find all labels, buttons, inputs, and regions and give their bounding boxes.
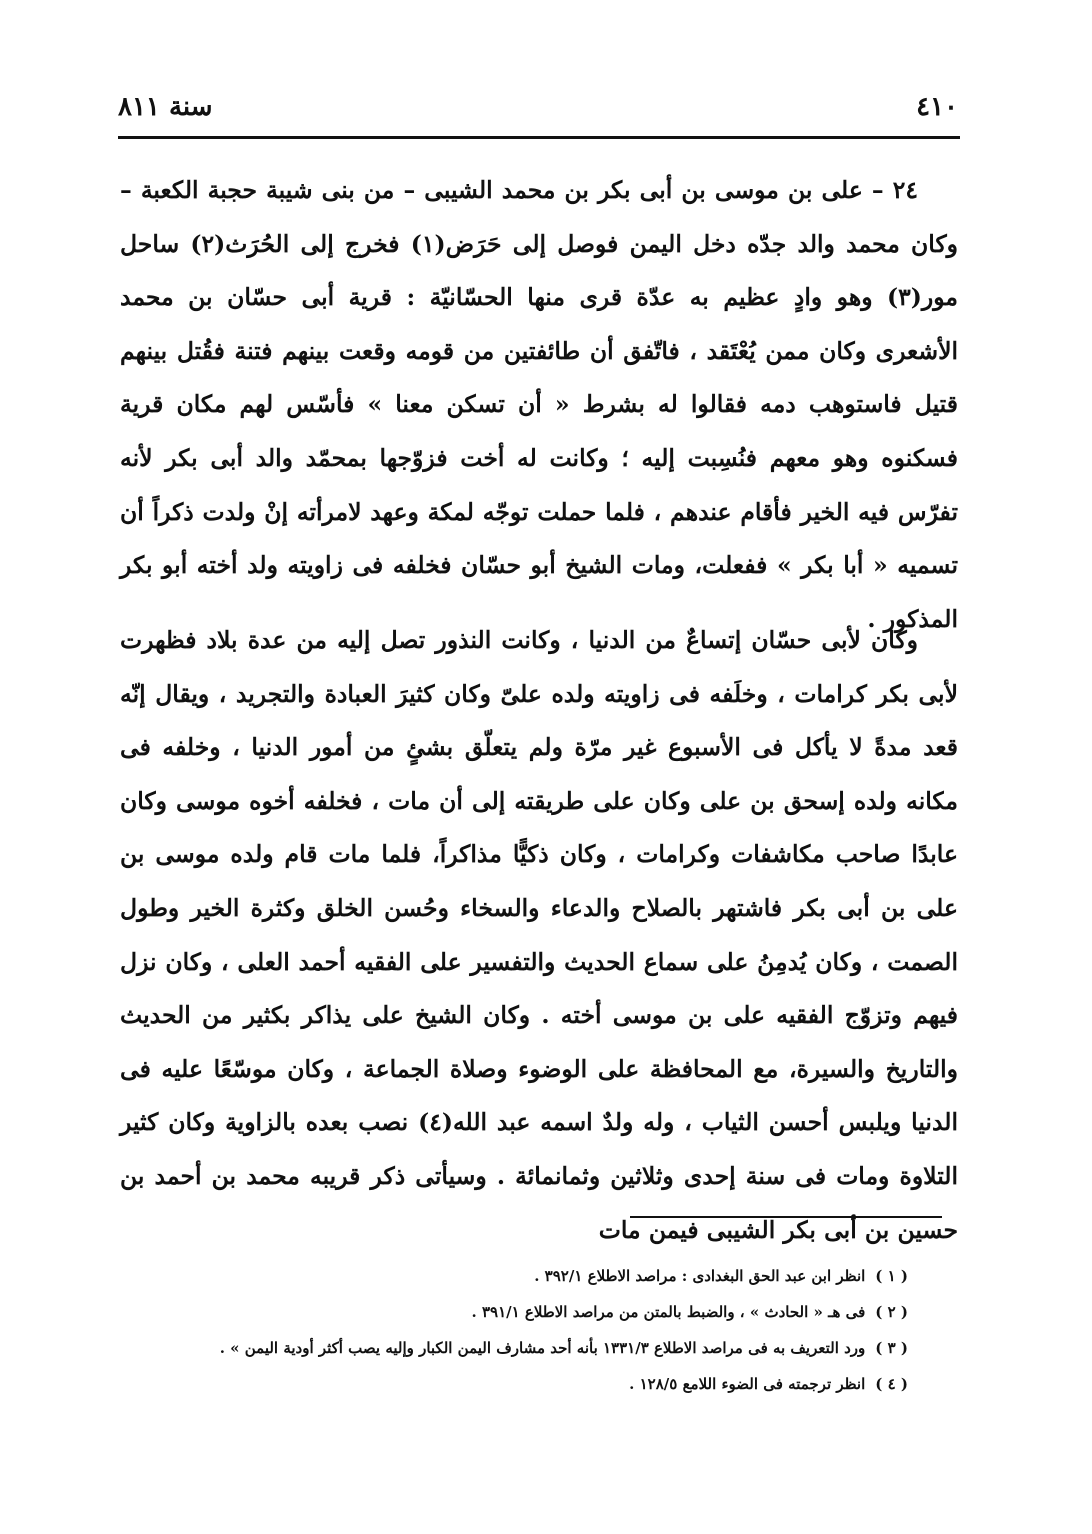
footnote-text: ورد التعريف به فى مراصد الاطلاع ١٣٣١/٣ بأنه أحد مشارف اليمن الكبار وإليه يصب أكثر أودية اليمن » . xyxy=(219,1339,866,1357)
running-head-year: سنة ٨١١ xyxy=(118,92,213,122)
footnote-separator xyxy=(630,1216,942,1218)
header-rule xyxy=(118,136,960,139)
footnote-text: فى هـ « الحادث » ، والضبط بالمتن من مراصد الاطلاع ٣٩١/١ . xyxy=(471,1303,866,1321)
page-number: ٤١٠ xyxy=(916,92,958,122)
footnote-text: انظر ابن عبد الحق البغدادى : مراصد الاطلاع ٣٩٢/١ . xyxy=(534,1267,866,1285)
footnote-text: انظر ترجمته فى الضوء اللامع ١٢٨/٥ . xyxy=(629,1375,866,1393)
paragraph-text: وكان لأبى حسّان إتساعٌ من الدنيا ، وكانت النذور تصل إليه من عدة بلاد فظهرت لأبى بكر كرامات ، وخلَفه فى زاويته ولده علىّ وكان كثيرَ العبادة والتجريد ، ويقال إنّه قعد مدةً لا يأكل فى الأسبوع غير مرّة ولم يتعلّق بشئٍ من أمور الدنيا ، وخلفه فى مكانه ولده إسحق بن على وكان على طريقته إلى أن مات ، فخلفه أخوه موسى وكان عابدًا صاحب مكاشفات وكرامات ، وكان ذكيًّا مذاكراً، فلما مات قام ولده موسى بن على بن أبى بكر فاشتهر بالصلاح والدعاء والسخاء وحُسن الخلق وكثرة الخير وطول الصمت ، وكان يُدمِنُ على سماع الحديث والتفسير على الفقيه أحمد العلى ، وكان نزل فيهم وتزوّج الفقيه على بن موسى أخته . وكان الشيخ على يذاكر بكثير من الحديث والتاريخ والسيرة، مع المحافظة على الوضوء وصلاة الجماعة ، وكان موسّعًا عليه فى الدنيا ويلبس أحسن الثياب ، وله ولدٌ اسمه عبد الله(٤) نصب بعده بالزاوية وكان كثير التلاوة ومات فى سنة إحدى وثلاثين وثمانمائة . وسيأتى ذكر قريبه محمد بن أحمد بن حسين بن أبى بكر الشيبى فيمن مات xyxy=(120,626,959,1244)
footnote-2 xyxy=(120,1294,908,1330)
footnote-number: ( ١ ) xyxy=(875,1267,908,1285)
paragraph-text: ٢٤ – على بن موسى بن أبى بكر بن محمد الشيبى – من بنى شيبة حجبة الكعبة – وكان محمد والد جدّه دخل اليمن فوصل إلى حَرَض(١) فخرج إلى الحُرَث(٢) ساحل مور(٣) وهو وادٍ عظيم به عدّة قرى منها الحسّانيّة : قرية أبى حسّان بن محمد الأشعرى وكان ممن يُعْتَقد ، فاتّفق أن طائفتين من قومه وقعت بينهم فتنة فقُتل بينهم قتيل فاستوهب دمه فقالوا له بشرط « أن تسكن معنا » فأسّس لهم مكان قرية فسكنوه وهو معهم فنُسِبت إليه ؛ وكانت له أخت فزوّجها بمحمّد والد أبى بكر لأنه تفرّس فيه الخير فأقام عندهم ، فلما حملت توجّه لمكة وعهد لامرأته إنْ ولدت ذكراً أن تسميه « أبا بكر » ففعلت، ومات الشيخ أبو حسّان فخلفه فى زاويته ولد أخته أبو بكر المذكور . xyxy=(120,176,958,633)
footnote-4 xyxy=(120,1366,908,1402)
footnote-1 xyxy=(120,1258,908,1294)
biography-paragraph-1 xyxy=(120,164,958,646)
footnotes xyxy=(120,1258,908,1402)
footnote-number: ( ٢ ) xyxy=(875,1303,908,1321)
footnote-number: ( ٣ ) xyxy=(875,1339,908,1357)
footnote-number: ( ٤ ) xyxy=(875,1375,908,1393)
footnote-3 xyxy=(120,1330,908,1366)
biography-paragraph-2 xyxy=(120,614,958,1257)
page-header xyxy=(118,92,958,132)
